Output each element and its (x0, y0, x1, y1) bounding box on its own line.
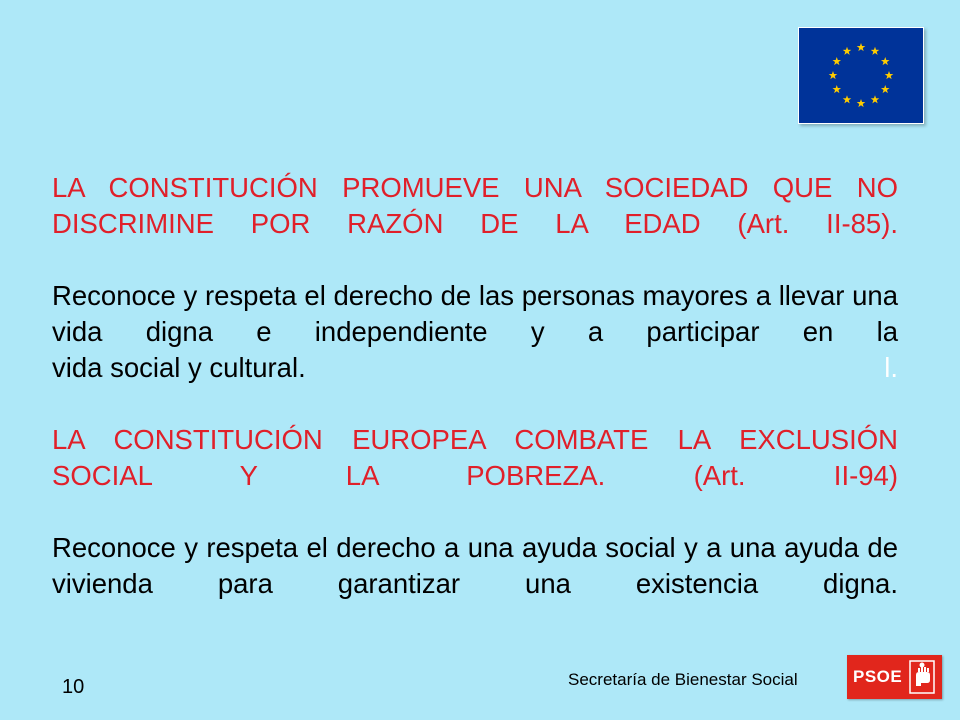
star-icon (871, 47, 880, 55)
section2-heading: LA CONSTITUCIÓN EUROPEA COMBATE LA EXCLUSIÓN SOCIAL Y LA POBREZA. (Art. II-94) (52, 424, 898, 491)
star-icon (885, 71, 894, 79)
star-icon (832, 57, 841, 65)
star-icon (843, 47, 852, 55)
eu-flag-icon (798, 27, 924, 124)
page-number: 10 (62, 676, 85, 698)
section1-body: Reconoce y respeta el derecho de las personas mayores a llevar una vida digna e independiente y a participar en la (52, 280, 898, 347)
star-icon (857, 43, 866, 51)
star-icon (843, 95, 852, 103)
fist-rose-icon (909, 660, 935, 694)
star-icon (832, 85, 841, 93)
section1-body-end: vida social y cultural. (52, 352, 306, 383)
star-icon (857, 99, 866, 107)
stray-mark: l. (884, 352, 898, 383)
main-content (52, 170, 898, 602)
section2-body: Reconoce y respeta el derecho a una ayuda social y a una ayuda de vivienda para garantizar una existencia digna. (52, 532, 898, 599)
psoe-logo-text: PSOE (853, 667, 903, 686)
star-icon (881, 85, 890, 93)
psoe-logo (847, 655, 942, 699)
star-icon (829, 71, 838, 79)
section1-heading: LA CONSTITUCIÓN PROMUEVE UNA SOCIEDAD QUE NO DISCRIMINE POR RAZÓN DE LA EDAD (Art. II-85). (52, 172, 898, 239)
star-icon (871, 95, 880, 103)
eu-flag-stars (799, 28, 923, 123)
section1-body-last-line (52, 350, 898, 386)
star-icon (881, 57, 890, 65)
footer-organization: Secretaría de Bienestar Social (568, 670, 798, 689)
